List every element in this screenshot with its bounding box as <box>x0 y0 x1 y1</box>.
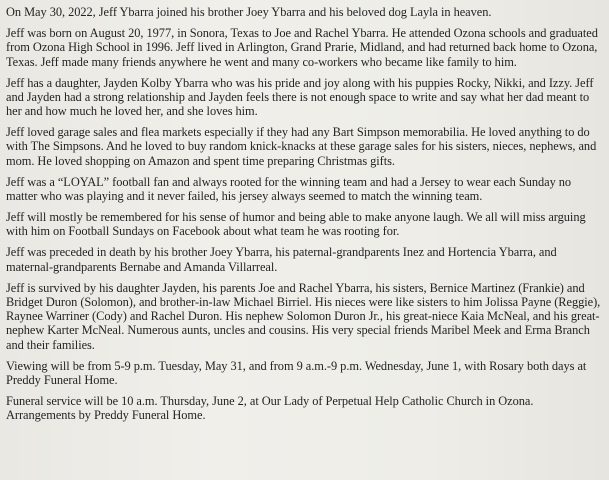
obituary-text <box>6 5 601 423</box>
paragraph-football: Jeff was a “LOYAL” football fan and always rooted for the winning team and had a Jersey to wear each Sunday no matter who was playing and it never failed, his jersey always seemed to match the winning team. <box>6 174 572 204</box>
paragraph-preceded-in-death: Jeff was preceded in death by his brother Joey Ybarra, his paternal-grandparents Inez and Hortencia Ybarra, and maternal-grandparents Bernabe and Amanda Villarreal. <box>6 245 557 274</box>
paragraph-funeral-service: Funeral service will be 10 a.m. Thursday, June 2, at Our Lady of Perpetual Help Catholic Church in Ozona. Arrangements by Preddy Funeral Home. <box>6 394 534 423</box>
paragraph-viewing: Viewing will be from 5-9 p.m. Tuesday, May 31, and from 9 a.m.-9 p.m. Wednesday, June 1, with Rosary both days at Preddy Funeral Home. <box>6 358 587 388</box>
paragraph-early-life: Jeff was born on August 20, 1977, in Sonora, Texas to Joe and Rachel Ybarra. He attended Ozona schools and graduated from Ozona High School in 1996. Jeff lived in Arlington, Grand Prarie, Midland, and had returned back home to Ozona, Texas. Jeff made many friends anywhere he went and many co-workers who became like family to him. <box>6 25 598 69</box>
paragraph-remembered: Jeff will mostly be remembered for his sense of humor and being able to make anyone laugh. We all will miss arguing with him on Football Sundays on Facebook about what team he was rooting for. <box>6 210 586 239</box>
paragraph-death-announcement: On May 30, 2022, Jeff Ybarra joined his brother Joey Ybarra and his beloved dog Layla in heaven. <box>6 5 492 19</box>
paragraph-survived-by: Jeff is survived by his daughter Jayden, his parents Joe and Rachel Ybarra, his sisters, Bernice Martinez (Frankie) and Bridget Duron (Solomon), and brother-in-law Michael Birriel. His nieces were like sisters to him Jolissa Payne (Reggie), Raynee Warriner (Cody) and Rachel Duron. His nephew Solomon Duron Jr., his great-niece Kaia McNeal, and his great-nephew Karter McNeal. Numerous aunts, uncles and cousins. His very special friends Maribel Meek and Erma Branch and their families. <box>6 280 601 352</box>
paragraph-daughter: Jeff has a daughter, Jayden Kolby Ybarra who was his pride and joy along with his puppies Rocky, Nikki, and Izzy. Jeff and Jayden had a strong relationship and Jayden feels there is not enough space to write and say what her dad meant to her and how much he loved her, and she loves him. <box>6 75 594 119</box>
paragraph-hobbies: Jeff loved garage sales and flea markets especially if they had any Bart Simpson memorabilia. He loved anything to do with The Simpsons. And he loved to buy random knick-knacks at these garage sales for his sisters, nieces, nephews, and mom. He loved shopping on Amazon and spent time preparing Christmas gifts. <box>6 125 597 168</box>
